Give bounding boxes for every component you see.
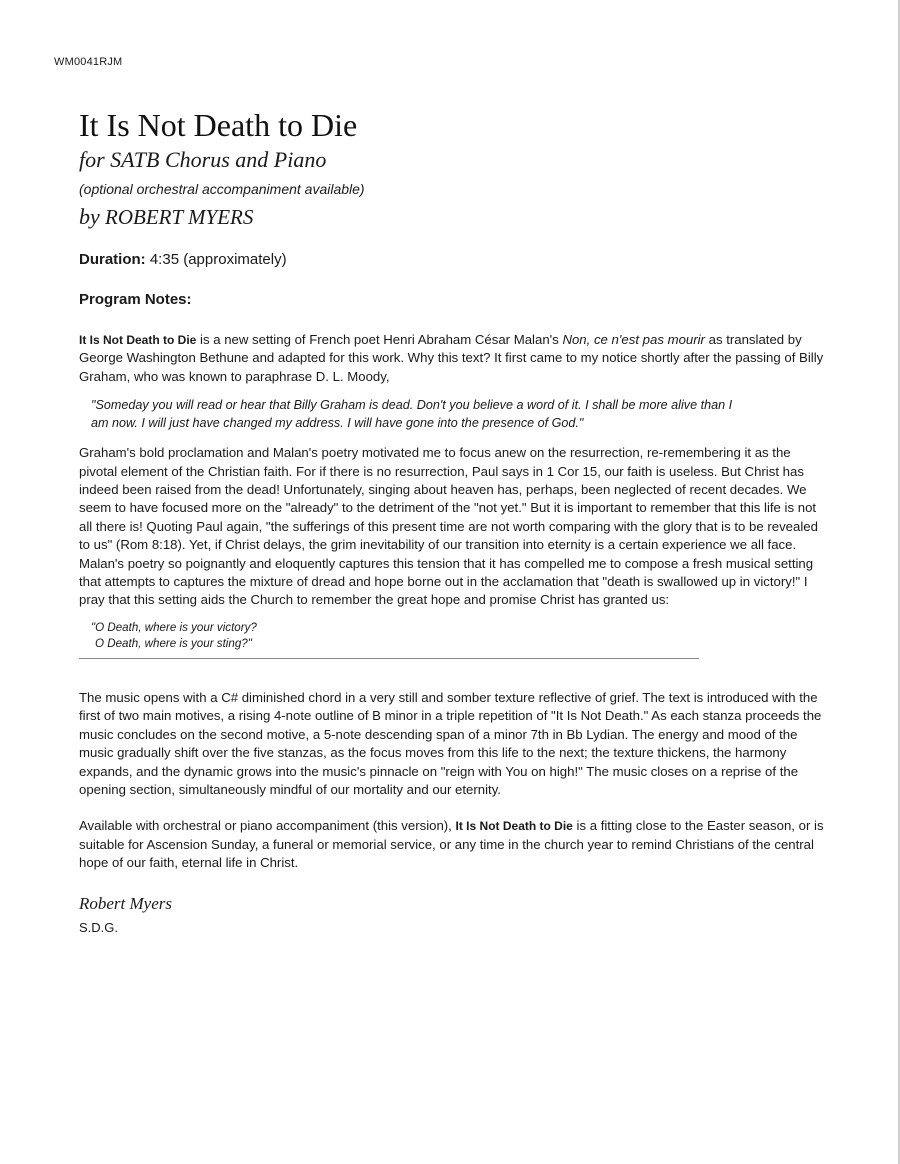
optional-accompaniment-note: (optional orchestral accompaniment available) [79,181,365,197]
scripture-quote-line-2: O Death, where is your sting?" [95,636,252,650]
intro-piece-title: It Is Not Death to Die [79,333,197,347]
duration-value: 4:35 (approximately) [149,251,287,268]
scripture-quote-line-1: "O Death, where is your victory? [91,620,257,634]
intro-original-title: Non, ce n'est pas mourir [562,332,705,347]
paragraph-intro [79,331,824,386]
piece-title: It Is Not Death to Die [79,107,358,143]
program-notes-heading: Program Notes: [79,291,192,308]
piece-subtitle: for SATB Chorus and Piano [79,147,327,172]
paragraph-resurrection: Graham's bold proclamation and Malan's poetry motivated me to focus anew on the resurrection, re-remembering it as the pivotal element of the Christian faith. For if there is no resurrection, Paul says in 1 Cor 15, our faith is useless. But Christ has indeed been raised from the dead! Unfortunately, singing about heaven has, perhaps, been neglected of recent decades. We seem to have focused more on the "already" to the detriment of the "not yet." But it is important to remember that this life is not all there is! Quoting Paul again, "the sufferings of this present time are not worth comparing with the glory that is to be revealed to us" (Rom 8:18). Yet, if Christ delays, the grim inevitability of our transition into eternity is a certain experience we all face. Malan's poetry so poignantly and eloquently captures this tension that it has compelled me to compose a fresh musical setting that attempts to captures the mixture of dread and hope borne out in the acclamation that "death is swallowed up in victory!" I pray that this setting aids the Church to remember the great hope and promise Christ has granted us: [79,445,818,608]
paragraph-music-description: The music opens with a C# diminished chord in a very still and somber texture reflective of grief. The text is introduced with the first of two main motives, a rising 4-note outline of B minor in a triple repetition of "It Is Not Death." As each stanza proceeds the music concludes on the second motive, a 5-note descending span of a minor 7th in Bb Lydian. The energy and mood of the music gradually shift over the five stanzas, as the focus moves from this life to the next; the texture thickens, the harmony expands, and the dynamic grows into the music's pinnacle on "reign with You on high!" The music closes on a reprise of the opening section, simultaneously mindful of our mortality and our eternity. [79,689,822,797]
billy-graham-quote: "Someday you will read or hear that Billy Graham is dead. Don't you believe a word of it. I shall be more alive than I am now. I will just have changed my address. I will have gone into the presence of God." [91,398,733,431]
availability-text-b: is a fitting close to the Easter season, or is suitable for Ascension Sunday, a funeral or memorial service, or any time in the church year to remind Christians of the central hope of our faith, eternal life in Christ. [79,818,824,871]
composer-byline [79,202,824,232]
paragraph-availability [79,817,824,872]
catalog-number: WM0041RJM [54,56,123,68]
duration [79,250,824,270]
intro-text-b: as translated by George Washington Bethune and adapted for this work. Why this text? It first came to my notice shortly after the passing of Billy Graham, who was known to paraphrase D. L. Moody, [79,332,824,384]
duration-label: Duration: [79,251,146,268]
scripture-quote [91,620,824,652]
availability-piece-title: It Is Not Death to Die [455,819,573,834]
byline-by: by [79,204,100,229]
document-content [79,104,824,937]
sdg-closing: S.D.G. [79,919,119,935]
intro-text-a: is a new setting of French poet Henri Abraham César Malan's [196,332,563,347]
section-divider [79,658,699,659]
availability-text-a: Available with orchestral or piano accompaniment (this version), [79,818,456,834]
composer-signature: Robert Myers [79,893,173,913]
composer-name: ROBERT MYERS [105,205,254,229]
